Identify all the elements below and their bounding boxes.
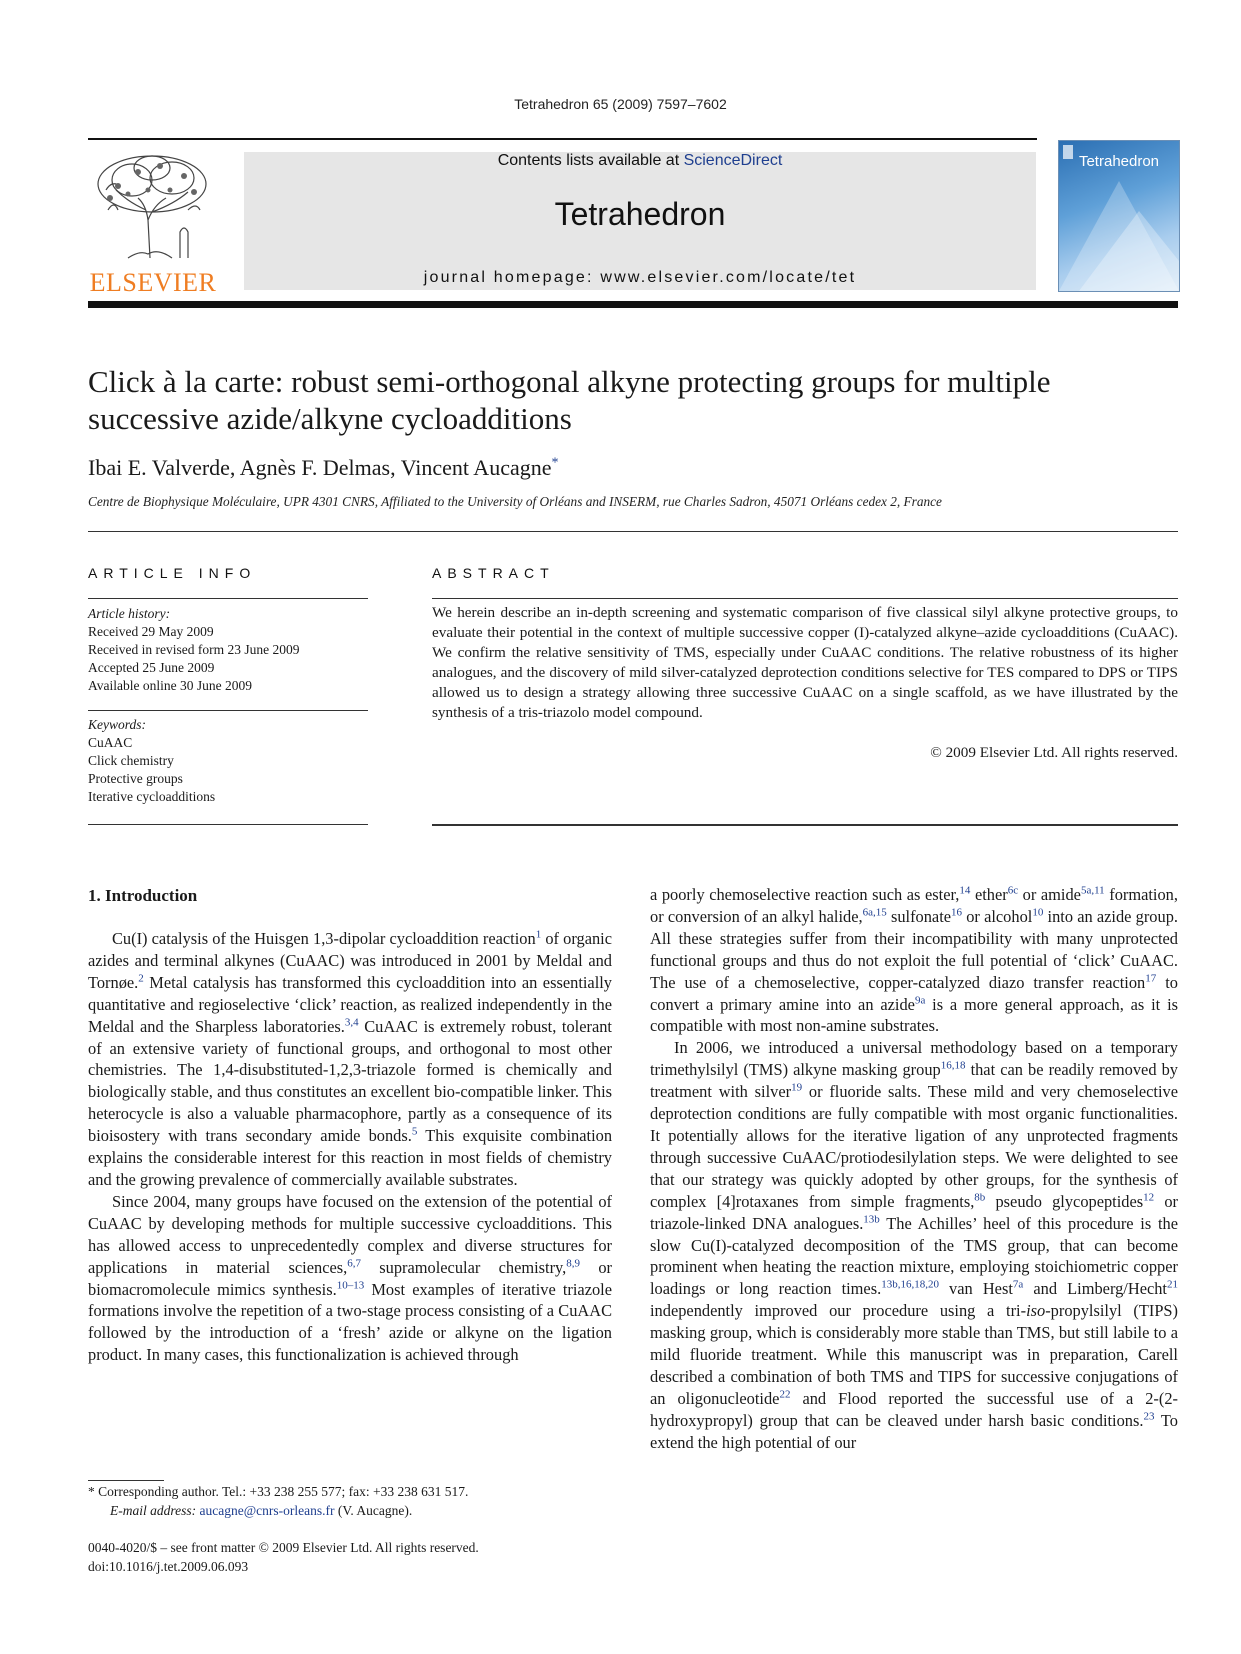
paragraph: a poorly chemoselective reaction such as ester,$^{14}$ ether$^{6c}$ or amide$^{5a,11}$ formation, or conversion of an alkyl halide,$^{6a,15}$ sulfonate$^{16}$ or alcohol$^{10}$ into an azide group. All these strategies suffer from their incompatibility with many unprotected functional groups and thus do not exploit the full potential of ‘click’ CuAAC. The use of a chemoselective, copper-catalyzed diazo transfer reaction$^{17}$ to convert a primary amine into an azide$^{9a}$ is a more general approach, as it is compatible with most non-amine substrates. [650, 884, 1178, 1036]
keyword-item: Protective groups [88, 771, 183, 786]
doi-line[interactable]: doi:10.1016/j.tet.2009.06.093 [88, 1559, 249, 1574]
paragraph: Cu(I) catalysis of the Huisgen 1,3-dipolar cycloaddition reaction$^1$ of organic azides and terminal alkynes (CuAAC) was introduced in 2001 by Meldal and Tornøe.$^2$ Metal catalysis has transformed this cycloaddition into an essentially quantitative and regioselective ‘click’ reaction, as realized independently in the Meldal and the Sharpless laboratories.$^{3,4}$ CuAAC is extremely robust, tolerant of an extensive variety of functional groups, and orthogonal to most other chemistries. The 1,4-disubstituted-1,2,3-triazole formed is chemically and biologically stable, and thus constitutes an excellent bio-compatible linker. This heterocycle is also a valuable pharmacophore, partly as a consequence of its bioisostery with trans secondary amide bonds.$^5$ This exquisite combination explains the considerable interest for this reaction in most fields of chemistry and the growing prevalence of commercially available substrates. [88, 928, 613, 1189]
cover-graphic [1059, 141, 1179, 291]
author-list [88, 455, 1178, 481]
footnote [88, 1482, 628, 1520]
citation-ref[interactable]: 2 [138, 972, 144, 985]
paragraph: In 2006, we introduced a universal methodology based on a temporary trimethylsilyl (TMS) alkyne masking group$^{16,18}$ that can be readily removed by treatment with silver$^{19}$ or fluoride salts. These mild and very chemoselective deprotection conditions are fully compatible with most organic functionalities. It potentially allows for the iterative ligation of any unprotected fragments through successive CuAAC/protiodesilylation steps. We were delighted to see that our strategy was quickly adopted by other groups, for the synthesis of complex [4]rotaxanes from simple fragments,$^{8b}$ pseudo glycopeptides$^{12}$ or triazole-linked DNA analogues.$^{13b}$ The Achilles’ heel of this procedure is the slow Cu(I)-catalyzed decomposition of the TMS group, that can become prominent when heating the reaction mixture, employing stoichiometric copper loadings or long reaction times.$^{13b,16,18,20}$ van Hest$^{7a}$ and Limberg/Hecht$^{21}$ independently improved our procedure using a tri-iso-propylsilyl (TIPS) masking group, which is considerably more stable than TMS, but still labile to a mild fluoride treatment. While this manuscript was in preparation, Carell described a combination of both TMS and TIPS for successive conjugations of an oligonucleotide$^{22}$ and Flood reported the successful use of a 2-(2-hydroxypropyl) group that can be cleaved under harsh basic conditions.$^{23}$ To extend the high potential of our [650, 1038, 1179, 1452]
affiliation: Centre de Biophysique Moléculaire, UPR 4301 CNRS, Affiliated to the University of Orléans and INSERM, rue Charles Sadron, 45071 Orléans cedex 2, France [88, 494, 942, 509]
keyword-item: Click chemistry [88, 753, 174, 768]
citation-ref[interactable]: 17 [1145, 972, 1157, 985]
divider [432, 598, 1178, 599]
issn-line: 0040-4020/$ – see front matter © 2009 Elsevier Ltd. All rights reserved. [88, 1540, 479, 1555]
contents-line [244, 152, 1036, 170]
article-title: Click à la carte: robust semi-orthogonal alkyne protecting groups for multiple successive azide/alkyne cycloadditions [88, 364, 1051, 436]
keywords-label: Keywords: [88, 717, 146, 732]
tree-illustration [88, 150, 218, 260]
journal-name: Tetrahedron [554, 196, 726, 232]
citation-ref[interactable]: 8,9 [566, 1257, 581, 1270]
divider [88, 710, 368, 711]
divider [88, 598, 368, 599]
keyword-item: Iterative cycloadditions [88, 789, 216, 804]
citation-ref[interactable]: 10 [1032, 906, 1044, 919]
history-online: Available online 30 June 2009 [88, 678, 252, 693]
history-label: Article history: [88, 606, 171, 621]
authors-text: Ibai E. Valverde, Agnès F. Delmas, Vincent Aucagne [88, 455, 552, 480]
citation-ref[interactable]: 6,7 [347, 1257, 361, 1270]
citation-ref[interactable]: 6a,15 [862, 906, 887, 919]
front-matter [88, 1538, 628, 1576]
section-heading: 1. Introduction [88, 886, 198, 905]
citation-ref[interactable]: 12 [1143, 1191, 1155, 1204]
citation-ref[interactable]: 13b,16,18,20 [881, 1278, 939, 1291]
divider [88, 824, 368, 825]
email-label: E-mail address: [110, 1503, 197, 1518]
corresponding-note [88, 1482, 628, 1501]
citation-ref[interactable]: 10–13 [336, 1279, 365, 1292]
keyword-item: CuAAC [88, 735, 133, 750]
footnote-mark: * [88, 1484, 95, 1499]
contents-prefix: Contents lists available at [497, 152, 684, 169]
email-suffix: (V. Aucagne). [334, 1503, 413, 1518]
abstract-text: We herein describe an in-depth screening and systematic comparison of five classical silyl alkyne protective groups, to evaluate their potential in the context of multiple successive copper (I)-catalyzed alkyne–azide cycloadditions (CuAAC). We confirm the relative sensitivity of TMS, especially under CuAAC conditions. The relative robustness of its higher analogues, and the discovery of mild silver-catalyzed deprotection conditions selective for TES compared to DPS or TIPS allowed us to design a strategy allowing three successive CuAAC on a single scaffold, as we have illustrated by the synthesis of a tris-triazolo model compound. [432, 604, 1178, 721]
keywords [88, 716, 368, 806]
citation-ref[interactable]: 16,18 [940, 1059, 966, 1072]
top-rule [88, 138, 1037, 140]
left-column [88, 928, 612, 1366]
paragraph: Since 2004, many groups have focused on the extension of the potential of CuAAC by developing methods for multiple successive cycloadditions. This has allowed access to unprecedentedly complex and diverse structures for applications in material sciences,$^{6,7}$ supramolecular chemistry,$^{8,9}$ or biomacromolecule mimics synthesis.$^{10-13}$ Most examples of iterative triazole formations involve the repetition of a two-stage process consisting of a CuAAC followed by the introduction of a ‘fresh’ azide or alkyne on the ligation product. In many cases, this functionalization is achieved through [88, 1191, 612, 1365]
corresponding-author-mark[interactable]: * [551, 455, 559, 471]
elsevier-wordmark: ELSEVIER [89, 268, 217, 297]
divider [432, 824, 1178, 826]
abstract-heading: ABSTRACT [432, 565, 555, 581]
italic-text: iso [1026, 1301, 1046, 1321]
right-column [650, 884, 1178, 1454]
citation-ref[interactable]: 1 [535, 928, 542, 941]
masthead-rule [88, 301, 1178, 308]
journal-homepage[interactable]: journal homepage: www.elsevier.com/locate/tet [423, 269, 857, 286]
journal-cover-image [1058, 140, 1180, 292]
article-history [88, 605, 368, 695]
divider [88, 531, 1178, 532]
citation-ref[interactable]: 23 [1143, 1410, 1155, 1423]
email-link[interactable]: aucagne@cnrs-orleans.fr [199, 1503, 335, 1518]
citation-ref[interactable]: 13b [863, 1213, 880, 1226]
citation-ref[interactable]: 7a [1012, 1278, 1024, 1291]
citation-ref[interactable]: 22 [779, 1388, 791, 1401]
citation-ref[interactable]: 5a,11 [1080, 884, 1105, 897]
article-info-heading: ARTICLE INFO [88, 565, 257, 581]
citation-ref[interactable]: 21 [1167, 1278, 1178, 1291]
history-received: Received 29 May 2009 [88, 624, 214, 639]
abstract-copyright: © 2009 Elsevier Ltd. All rights reserved. [930, 744, 1178, 761]
citation-ref[interactable]: 6c [1007, 884, 1019, 897]
citation-ref[interactable]: 9a [914, 994, 926, 1007]
citation-ref[interactable]: 19 [791, 1081, 803, 1094]
citation-ref[interactable]: 8b [974, 1191, 986, 1204]
citation-ref[interactable]: 5 [411, 1125, 418, 1138]
history-revised: Received in revised form 23 June 2009 [88, 642, 300, 657]
corresponding-text: Corresponding author. Tel.: +33 238 255 577; fax: +33 238 631 517. [94, 1484, 469, 1499]
citation-ref[interactable]: 3,4 [344, 1016, 359, 1029]
footnote-divider [88, 1480, 164, 1481]
citation-ref[interactable]: 14 [959, 884, 971, 897]
sciencedirect-link[interactable]: ScienceDirect [683, 152, 783, 169]
journal-citation: Tetrahedron 65 (2009) 7597–7602 [514, 96, 727, 112]
history-accepted: Accepted 25 June 2009 [88, 660, 215, 675]
cover-title: Tetrahedron [1078, 153, 1160, 170]
citation-ref[interactable]: 16 [951, 906, 963, 919]
